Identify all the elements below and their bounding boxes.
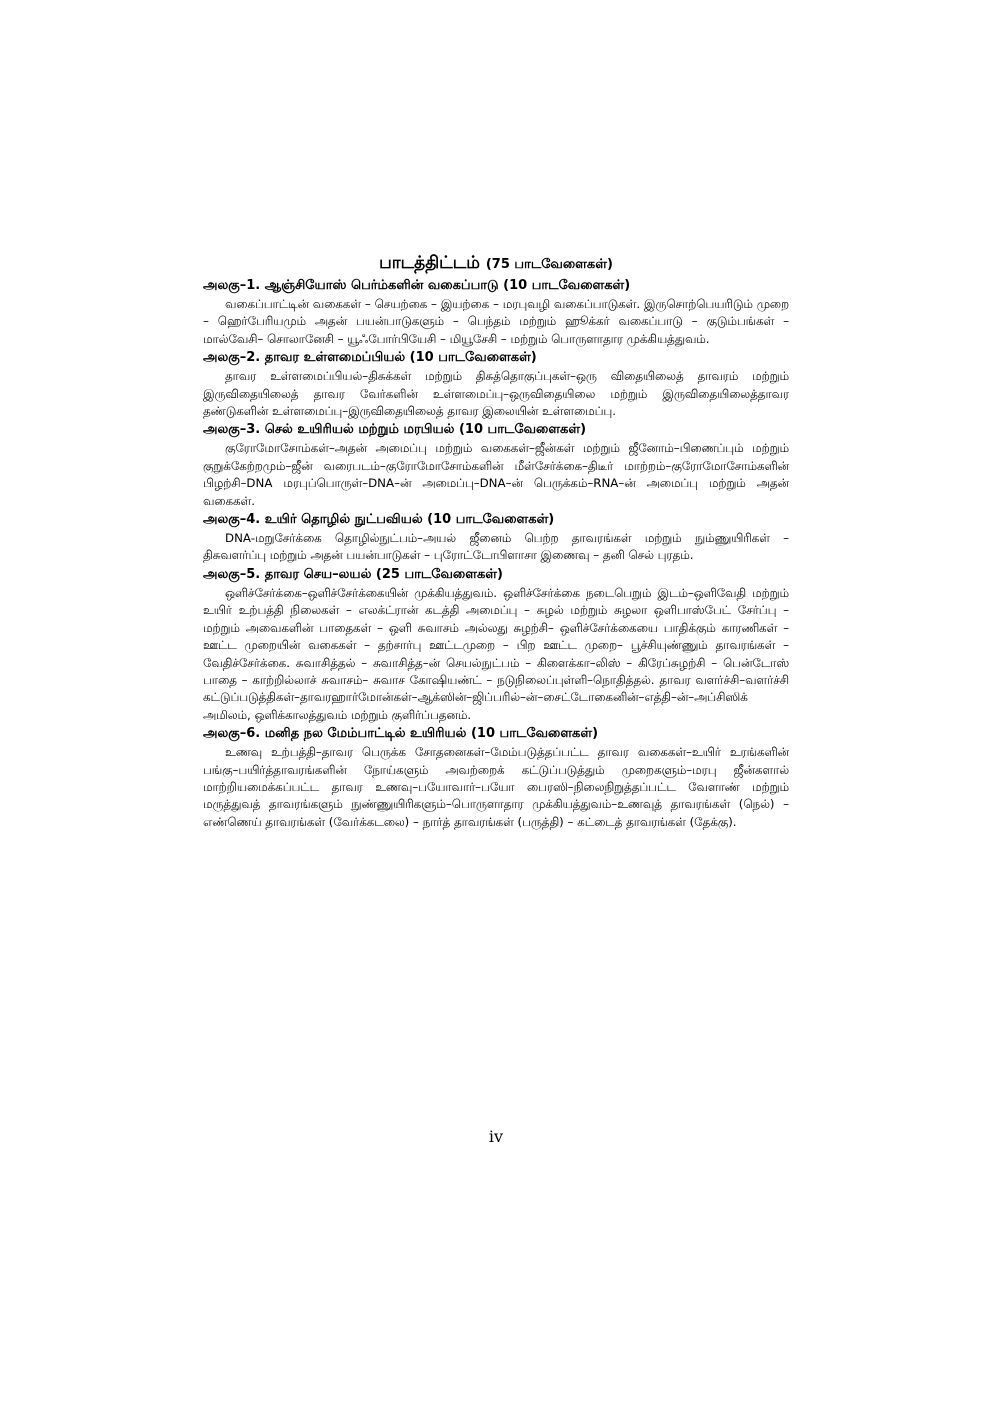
page-number: iv xyxy=(488,1127,504,1146)
unit-body: DNA-மறுசேர்க்கை தொழில்நுட்பம்–அயல் ஜீனைம் பெற்ற தாவரங்கள் மற்றும் நும்ணுயிரிகள் – திசுவளர்ப்பு மற்றும் அதன் பயன்பாடுகள் – புரோட்டோபிளாசா இணைவு – தனி செல் புரதம். xyxy=(203,531,789,563)
unit-heading: அலகு–1. ஆஞ்சியோஸ் பெர்ம்களின் வகைப்பாடு (10 பாடவேளைகள்) xyxy=(203,278,631,293)
unit-body: தாவர உள்ளமைப்பியல்–திசுக்கள் மற்றும் திசுத்தொகுப்புகள்–ஒரு விதையிலைத் தாவரம் மற்றும் இருவிதையிலைத் தாவர வேர்களின் உள்ளமைப்பு–ஒருவிதையிலை மற்றும் இருவிதையிலைத்தாவர தண்டுகளின் உள்ளமைப்பு–இருவிதையிலைத் தாவர இலையின் உள்ளமைப்பு. xyxy=(203,369,789,419)
unit-heading: அலகு–6. மனித நல மேம்பாட்டில் உயிரியல் (10 பாடவேளைகள்) xyxy=(203,726,599,742)
unit-5 xyxy=(203,565,789,724)
unit-body: உணவு உற்பத்தி–தாவர பெருக்க சோதனைகள்–மேம்படுத்தப்பட்ட தாவர வகைகள்–உயிர் உரங்களின் பங்கு–பயிர்த்தாவரங்களின் நோய்களும் அவற்றைக் கட்டுப்படுத்தும் முறைகளும்–மரபு ஜீன்களால் மாற்றியமைக்கப்பட்ட தாவர உணவு–பயோவார்–பயோ பைரஸி–நிலைநிறுத்தப்பட்ட வேளாண் மற்றும் மருத்துவத் தாவரங்களும் நுண்ணுயிரிகளும்–பொருளாதார முக்கியத்துவம்–உணவுத் தாவரங்கள் (நெல்) – எண்ணெய் தாவரங்கள் (வேர்க்கடலை) – நார்த் தாவரங்கள் (பருத்தி) – கட்டைத் தாவரங்கள் (தேக்கு). xyxy=(203,745,789,829)
unit-heading: அலகு–3. செல் உயிரியல் மற்றும் மரபியல் (10 பாடவேளைகள்) xyxy=(203,422,587,438)
title-main: பாடத்திட்டம் xyxy=(379,253,480,273)
unit-3 xyxy=(203,420,789,510)
unit-2 xyxy=(203,348,789,420)
title-sub: (75 பாடவேளைகள்) xyxy=(485,257,613,272)
unit-4 xyxy=(203,510,789,565)
page-title xyxy=(203,252,789,276)
unit-body: குரோமோசோம்கள்–அதன் அமைப்பு மற்றும் வகைகள்–ஜீன்கள் மற்றும் ஜீனோம்–பிணைப்பும் மற்றும் குறுக்கேற்றமும்–ஜீன் வரைபடம்–குரோமோசோம்களின் மீள்சேர்க்கை–திடீர் மாற்றம்–குரோமோசோம்களின் பிழற்சி–DNA மரபுப்பொருள்–DNA–ன் அமைப்பு–DNA–ன் பெருக்கம்–RNA–ன் அமைப்பு மற்றும் அதன் வகைகள். xyxy=(203,441,789,508)
unit-6 xyxy=(203,724,789,831)
syllabus-page xyxy=(203,252,789,831)
unit-heading: அலகு–2. தாவர உள்ளமைப்பியல் (10 பாடவேளைகள்) xyxy=(203,350,537,366)
unit-heading: அலகு–4. உயிர் தொழில் நுட்பவியல் (10 பாடவேளைகள்) xyxy=(203,512,555,528)
unit-body: வகைப்பாட்டின் வகைகள் – செயற்கை – இயற்கை – மரபுவழி வகைப்பாடுகள். இருசொற்பெயரிடும் முறை – ஹெர்பேரியமும் அதன் பயன்பாடுகளும் – பெந்தம் மற்றும் ஹூக்கர் வகைப்பாடு – குடும்பங்கள் – மால்வேசி– சொலானேசி – யூஃபோர்பியேசி – மியூசேசி – மற்றும் பொருளாதார முக்கியத்துவம். xyxy=(203,297,789,346)
unit-body: ஒளிச்சேர்க்கை–ஒளிச்சேர்க்கையின் முக்கியத்துவம். ஒளிச்சேர்க்கை நடைபெறும் இடம்–ஒளிவேதி மற்றும் உயிர் உற்பத்தி நிலைகள் – எலக்ட்ரான் கடத்தி அமைப்பு – சுழல் மற்றும் சுழலா ஒளிபாஸ்பேட் சேர்ப்பு – மற்றும் அவைகளின் பாதைகள் – ஒளி சுவாசம் அல்லது சுழற்சி– ஒளிச்சேர்க்கையை பாதிக்கும் காரணிகள் – ஊட்ட முறையின் வகைகள் – தற்சார்பு ஊட்டமுறை – பிற ஊட்ட முறை– பூச்சியுண்ணும் தாவரங்கள் – வேதிச்சேர்க்கை. சுவாசித்தல் – சுவாசித்த–ன் செயல்நுட்பம் – கிளைக்கா–லிஸ் – கிரேப்சுழற்சி – பென்டோஸ் பாதை – காற்றில்லாச் சுவாசம்– சுவாச கோஷியண்ட் – நடுநிலைப்புள்ளி–நொதித்தல். தாவர வளர்ச்சி–வளர்ச்சி கட்டுப்படுத்திகள்–தாவரஹார்மோன்கள்–ஆக்ஸின்–ஜிப்பரில்–ன்–சைட்டோகைனின்–எத்தி–ன்–அப்சிஸிக் அமிலம், ஒளிக்காலத்துவம் மற்றும் குளிர்ப்பதனம். xyxy=(203,585,789,722)
unit-heading: அலகு–5. தாவர செய–லயல் (25 பாடவேளைகள்) xyxy=(203,566,503,582)
unit-1 xyxy=(203,276,789,348)
